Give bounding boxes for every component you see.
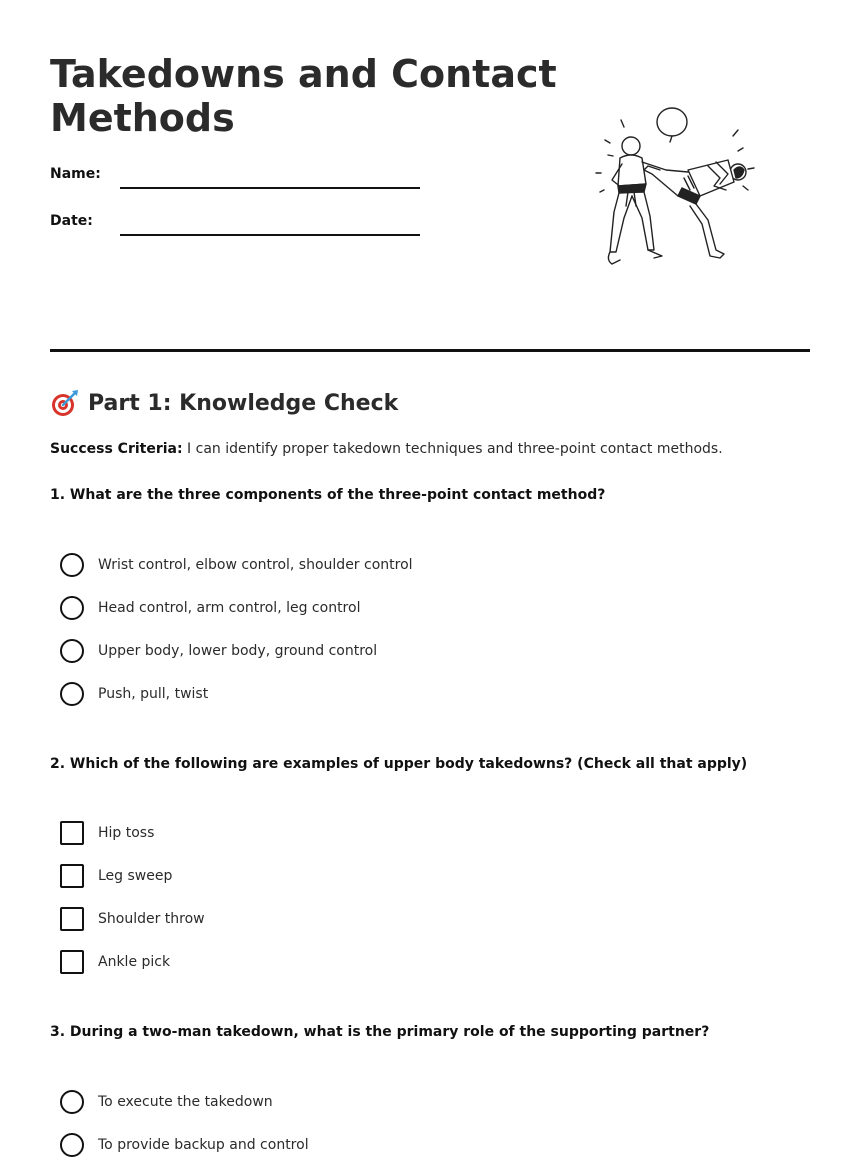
radio-button[interactable] — [60, 682, 84, 706]
q2-option-d[interactable] — [60, 950, 170, 974]
option-label: Push, pull, twist — [98, 686, 209, 702]
q2-option-a[interactable] — [60, 821, 154, 845]
checkbox[interactable] — [60, 907, 84, 931]
checkbox[interactable] — [60, 950, 84, 974]
success-criteria-text: I can identify proper takedown techniques and three-point contact methods. — [182, 441, 723, 457]
radio-button[interactable] — [60, 596, 84, 620]
target-icon — [50, 388, 80, 418]
q2-option-c[interactable] — [60, 907, 205, 931]
option-label: Shoulder throw — [98, 911, 205, 927]
question-2: 2. Which of the following are examples of upper body takedowns? (Check all that apply) — [50, 756, 748, 772]
option-label: Leg sweep — [98, 868, 173, 884]
date-field[interactable] — [120, 234, 420, 236]
option-label: Upper body, lower body, ground control — [98, 643, 378, 659]
section-heading-part1 — [50, 388, 398, 418]
success-criteria — [50, 441, 723, 457]
q1-option-c[interactable] — [60, 639, 377, 663]
name-label: Name: — [50, 166, 101, 182]
q3-option-b[interactable] — [60, 1133, 309, 1157]
question-1: 1. What are the three components of the three-point contact method? — [50, 487, 606, 503]
checkbox[interactable] — [60, 864, 84, 888]
radio-button[interactable] — [60, 1090, 84, 1114]
option-label: Wrist control, elbow control, shoulder control — [98, 557, 413, 573]
section-heading-text: Part 1: Knowledge Check — [88, 390, 399, 416]
option-label: Head control, arm control, leg control — [98, 600, 361, 616]
page-title: Takedowns and Contact Methods — [50, 52, 557, 140]
name-field[interactable] — [120, 187, 420, 189]
checkbox[interactable] — [60, 821, 84, 845]
success-criteria-label: Success Criteria: — [50, 441, 183, 457]
section-divider — [50, 349, 810, 352]
martial-arts-takedown-illustration — [588, 100, 768, 272]
option-label: Ankle pick — [98, 954, 171, 970]
q1-option-d[interactable] — [60, 682, 208, 706]
option-label: To execute the takedown — [98, 1094, 273, 1110]
question-3: 3. During a two-man takedown, what is the primary role of the supporting partner? — [50, 1024, 710, 1040]
date-label: Date: — [50, 213, 93, 229]
radio-button[interactable] — [60, 553, 84, 577]
radio-button[interactable] — [60, 1133, 84, 1157]
option-label: Hip toss — [98, 825, 155, 841]
q3-option-a[interactable] — [60, 1090, 273, 1114]
option-label: To provide backup and control — [98, 1137, 309, 1153]
q2-option-b[interactable] — [60, 864, 172, 888]
q1-option-b[interactable] — [60, 596, 360, 620]
radio-button[interactable] — [60, 639, 84, 663]
q1-option-a[interactable] — [60, 553, 413, 577]
